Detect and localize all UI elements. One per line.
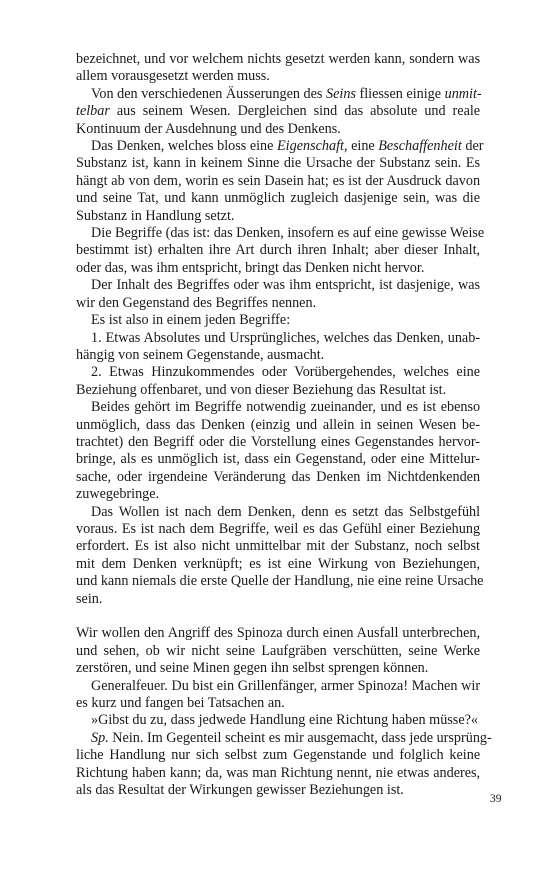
text-line: oder das, was ihm entspricht, bringt das Denken nicht hervor. xyxy=(76,259,425,276)
text-line: Das Wollen ist nach dem Denken, denn es setzt das Selbstgefühl xyxy=(91,503,481,520)
text-line: 2. Etwas Hinzukommendes oder Vorübergehendes, welches eine xyxy=(91,364,481,381)
text-line: Sp. Nein. Im Gegenteil scheint es mir ausgemacht, dass jede ursprüng- xyxy=(91,729,492,746)
text-line: »Gibst du zu, dass jedwede Handlung eine Richtung haben müsse?« xyxy=(91,712,479,729)
text-line: Substanz ist, kann in keinem Sinne die Ursache der Substanz sein. Es xyxy=(76,155,481,172)
text-line: Von den verschiedenen Äusserungen des Seins fliessen einige unmit- xyxy=(91,85,482,102)
text-line: Es ist also in einem jeden Begriffe: xyxy=(91,312,291,329)
text-line: Wir wollen den Angriff des Spinoza durch einen Ausfall unterbrechen, xyxy=(76,625,481,642)
text-line: als das Resultat der Wirkungen gewisser Beziehungen ist. xyxy=(76,782,404,799)
text-line xyxy=(76,608,480,625)
text-line: liche Handlung nur sich selbst zum Gegenstande und folglich keine xyxy=(76,747,481,764)
text-line: hängt ab von dem, worin es sein Dasein hat; es ist der Ausdruck davon xyxy=(76,172,481,189)
text-line: telbar aus seinem Wesen. Dergleichen sind das absolute und reale xyxy=(76,103,481,120)
text-line: Beziehung offenbaret, und von dieser Beziehung das Resultat ist. xyxy=(76,381,447,398)
text-line: bezeichnet, und vor welchem nichts gesetzt werden kann, sondern was xyxy=(76,51,481,67)
text-line: und seine Tat, und kann unmöglich zugleich dasjenige sein, was die xyxy=(76,190,480,207)
text-line: zuwegebringe. xyxy=(76,486,160,503)
text-line: erfordert. Es ist also nicht unmittelbar mit der Substanz, noch selbst xyxy=(76,538,480,555)
body-text xyxy=(76,51,492,799)
text-line: trachtet) den Begriff oder die Vorstellung eines Gegenstandes hervor- xyxy=(76,433,481,450)
text-line: bringe, als es unmöglich ist, dass ein Gegenstand, oder eine Mittelur- xyxy=(76,451,481,468)
text-line: hängig von seinem Gegenstande, ausmacht. xyxy=(76,346,325,363)
text-line: Beides gehört im Begriffe notwendig zueinander, und es ist ebenso xyxy=(91,399,481,416)
text-line: wir den Gegenstand des Begriffes nennen. xyxy=(76,294,317,311)
text-line: voraus. Es ist nach dem Begriffe, weil es das Gefühl einer Beziehung xyxy=(76,520,481,537)
text-line: Generalfeuer. Du bist ein Grillenfänger, armer Spinoza! Machen wir xyxy=(91,677,481,694)
text-line: unmöglich, dass das Denken (einzig und allein in seinen Wesen be- xyxy=(76,416,481,433)
text-line: und sehen, ob wir nicht seine Laufgräben verschütten, seine Werke xyxy=(76,642,481,659)
text-line: Richtung haben kann; da, was man Richtung nennt, nie etwas anderes, xyxy=(76,764,481,781)
text-line: Das Denken, welches bloss eine Eigenschaft, eine Beschaffenheit der xyxy=(91,138,484,155)
page-number: 39 xyxy=(490,793,502,805)
text-line: bestimmt ist) erhalten ihre Art durch ihren Inhalt; aber dieser Inhalt, xyxy=(76,242,481,259)
text-line: Der Inhalt des Begriffes oder was ihm entspricht, ist dasjenige, was xyxy=(91,277,481,294)
text-line: Kontinuum der Ausdehnung und des Denkens. xyxy=(76,120,341,137)
text-line: sache, oder irgendeine Veränderung das Denken im Nichtdenkenden xyxy=(76,468,481,485)
text-line: allem vorausgesetzt werden muss. xyxy=(76,68,270,85)
text-line: Substanz in Handlung setzt. xyxy=(76,207,235,224)
text-line: mit dem Denken verknüpft; es ist eine Wirkung von Beziehungen, xyxy=(76,555,481,572)
text-line: Die Begriffe (das ist: das Denken, insofern es auf eine gewisse Weise xyxy=(91,225,485,242)
text-line: es kurz und fangen bei Tatsachen an. xyxy=(76,695,285,712)
text-line: und kann niemals die erste Quelle der Handlung, nie eine reine Ursache xyxy=(76,573,484,590)
text-line: zerstören, und seine Minen gegen ihn selbst sprengen können. xyxy=(76,660,429,677)
text-line: sein. xyxy=(76,590,103,607)
text-line: 1. Etwas Absolutes und Ursprüngliches, welches das Denken, unab- xyxy=(91,329,481,346)
